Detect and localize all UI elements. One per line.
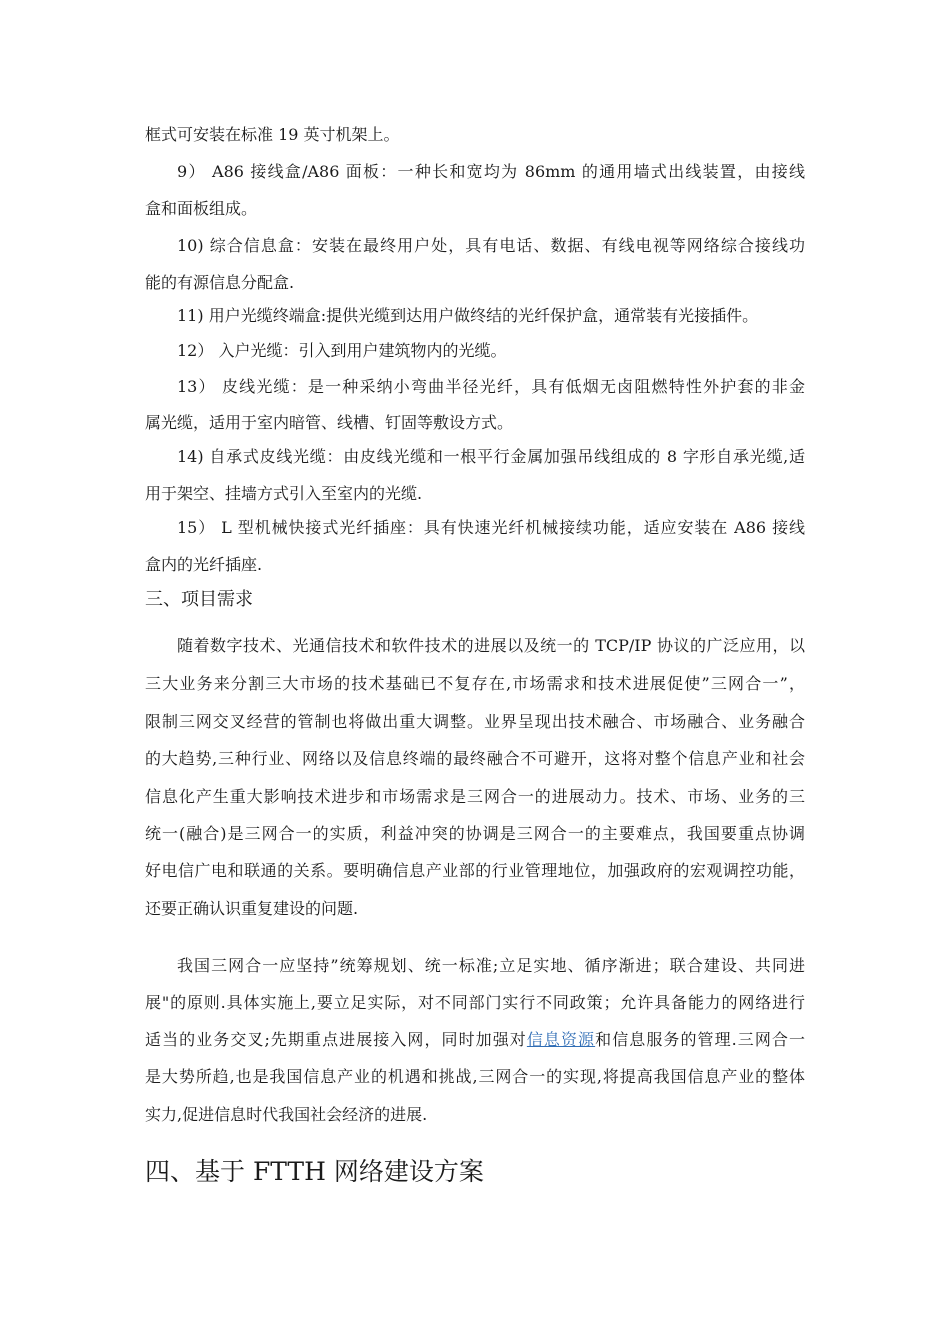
section4-heading: 四、基于 FTTH 网络建设方案 [145, 1157, 484, 1186]
section3-para1-line: 好电信广电和联通的关系。要明确信息产业部的行业管理地位，加强政府的宏观调控功能， [145, 861, 805, 880]
item9-line1: 9） A86 接线盒/A86 面板：一种长和宽均为 86mm 的通用墙式出线装置，由接线 [177, 162, 805, 181]
item13-line1: 13） 皮线光缆：是一种采纳小弯曲半径光纤，具有低烟无卤阻燃特性外护套的非金 [177, 377, 805, 396]
info-resource-link[interactable]: 信息资源 [526, 1030, 596, 1049]
item15-line2: 盒内的光纤插座. [145, 555, 263, 574]
item9-line2: 盒和面板组成。 [145, 199, 258, 218]
section3-para1-line: 限制三网交叉经营的管制也将做出重大调整。业界呈现出技术融合、市场融合、业务融合 [145, 712, 805, 731]
section3-para1-line: 统一(融合)是三网合一的实质，利益冲突的协调是三网合一的主要难点，我国要重点协调 [145, 824, 805, 843]
section3-para1-line: 随着数字技术、光通信技术和软件技术的进展以及统一的 TCP/IP 协议的广泛应用，以 [177, 636, 805, 655]
section3-para2-line: 实力,促进信息时代我国社会经济的进展. [145, 1105, 428, 1124]
item14-line1: 14) 自承式皮线光缆：由皮线光缆和一根平行金属加强吊线组成的 8 字形自承光缆,适 [177, 447, 805, 466]
item11-line1: 11) 用户光缆终端盒:提供光缆到达用户做终结的光纤保护盒，通常装有光接插件。 [177, 306, 759, 325]
section3-para1-line: 信息化产生重大影响技术进步和市场需求是三网合一的进展动力。技术、市场、业务的三 [145, 787, 805, 806]
item12-line1: 12） 入户光缆：引入到用户建筑物内的光缆。 [177, 341, 507, 360]
item10-line1: 10) 综合信息盒：安装在最终用户处，具有电话、数据、有线电视等网络综合接线功 [177, 236, 805, 255]
section3-para1-line: 的大趋势,三种行业、网络以及信息终端的最终融合不可避开，这将对整个信息产业和社会 [145, 749, 805, 768]
para2-text-after-link: 和信息服务的管理.三网合一 [595, 1030, 805, 1049]
section3-para2-line3 [145, 1030, 805, 1050]
item14-line2: 用于架空、挂墙方式引入至室内的光缆. [145, 484, 423, 503]
item10-line2: 能的有源信息分配盒. [145, 273, 295, 292]
item15-line1: 15） L 型机械快接式光纤插座：具有快速光纤机械接续功能，适应安装在 A86 接线 [177, 518, 805, 537]
section3-para1-line: 还要正确认识重复建设的问题. [145, 899, 359, 918]
item13-line2: 属光缆，适用于室内暗管、线槽、钉固等敷设方式。 [145, 413, 514, 432]
para2-text-before-link: 适当的业务交叉;先期重点进展接入网，同时加强对 [145, 1030, 527, 1049]
section3-para2-line: 展"的原则.具体实施上,要立足实际，对不同部门实行不同政策；允许具备能力的网络进行 [145, 993, 805, 1012]
section3-para1-line: 三大业务来分割三大市场的技术基础已不复存在,市场需求和技术进展促使”三网合一”， [145, 674, 805, 693]
item8-tail: 框式可安装在标准 19 英寸机架上。 [145, 125, 400, 144]
section3-para2-line: 是大势所趋,也是我国信息产业的机遇和挑战,三网合一的实现,将提高我国信息产业的整体 [145, 1067, 805, 1086]
section3-para2-line: 我国三网合一应坚持”统筹规划、统一标准;立足实地、循序渐进；联合建设、共同进 [177, 956, 805, 975]
section3-heading: 三、项目需求 [145, 589, 253, 610]
